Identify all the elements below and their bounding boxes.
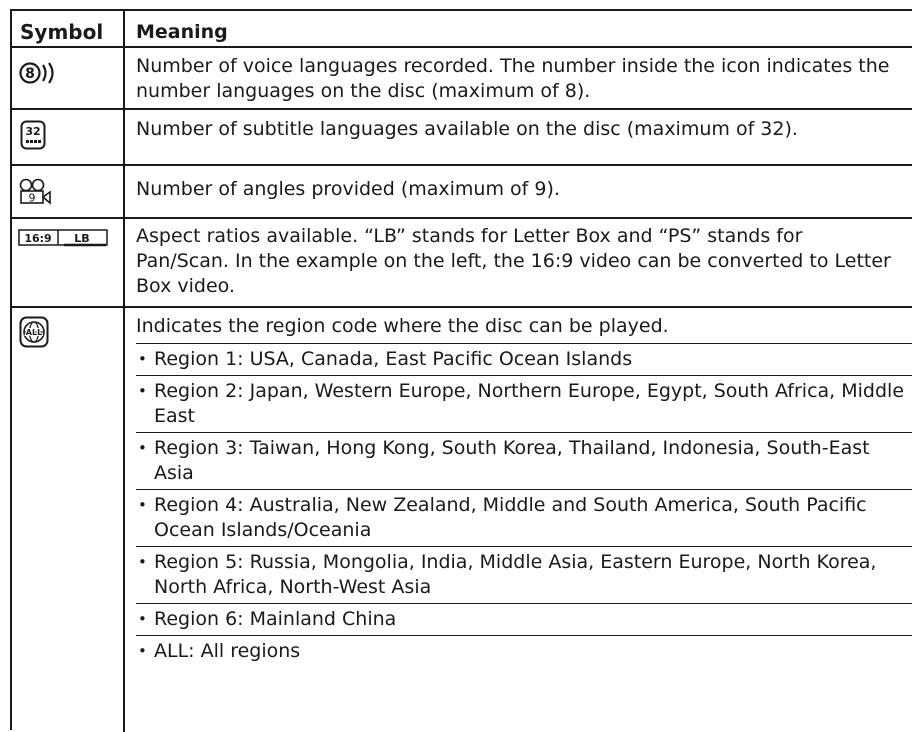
symbol-cell bbox=[12, 110, 125, 164]
camera-angles-icon bbox=[18, 178, 54, 206]
region-globe-icon bbox=[19, 316, 49, 348]
region-list-item: • Region 2: Japan, Western Europe, Northern Europe, Egypt, South Africa, Middle East bbox=[136, 375, 912, 432]
region-list-item: • Region 1: USA, Canada, East Pacific Ocean Islands bbox=[136, 343, 912, 375]
meaning-text: Indicates the region code where the disc can be played. bbox=[136, 315, 669, 337]
aspect-ratio-value: 16:9 bbox=[24, 232, 52, 245]
aspect-ratio-icon bbox=[18, 229, 108, 247]
symbol-cell bbox=[12, 219, 125, 306]
subtitle-languages-icon bbox=[20, 120, 46, 150]
region-list bbox=[136, 343, 912, 667]
table-row bbox=[12, 110, 912, 166]
region-list-item: • ALL: All regions bbox=[136, 635, 912, 667]
camera-angles-number: 9 bbox=[28, 191, 36, 205]
meaning-text: Number of angles provided (maximum of 9). bbox=[136, 178, 560, 200]
table-row bbox=[12, 308, 912, 732]
symbol-cell bbox=[12, 308, 125, 732]
meaning-text: Number of subtitle languages available on the disc (maximum of 32). bbox=[136, 118, 798, 140]
meaning-cell bbox=[136, 224, 900, 299]
meaning-cell bbox=[136, 314, 912, 667]
aspect-ratio-mode: LB bbox=[74, 232, 90, 245]
meaning-text: Aspect ratios available. “LB” stands for Letter Box and “PS” stands for Pan/Scan. In the example on the left, the 16:9 video can be converted to Letter Box video. bbox=[136, 225, 891, 297]
symbol-column-header bbox=[12, 11, 125, 46]
symbol-header-label: Symbol bbox=[20, 20, 104, 44]
table-header-row bbox=[12, 11, 912, 48]
region-list-item: • Region 4: Australia, New Zealand, Middle and South America, South Pacific Ocean Islands/Oceania bbox=[136, 489, 912, 546]
meaning-cell bbox=[136, 54, 902, 104]
audio-languages-icon bbox=[19, 60, 59, 86]
subtitle-languages-number: 32 bbox=[25, 125, 41, 138]
meaning-cell bbox=[136, 177, 912, 202]
region-list-item: • Region 6: Mainland China bbox=[136, 603, 912, 635]
region-list-item: • Region 5: Russia, Mongolia, India, Middle Asia, Eastern Europe, North Korea, North Africa, North-West Asia bbox=[136, 546, 912, 603]
meaning-text: Number of voice languages recorded. The number inside the icon indicates the number languages on the disc (maximum of 8). bbox=[136, 55, 890, 102]
table-row bbox=[12, 166, 912, 219]
audio-languages-number: 8 bbox=[25, 66, 35, 82]
meaning-header-label: Meaning bbox=[136, 21, 228, 43]
symbol-cell bbox=[12, 166, 125, 217]
region-list-item: • Region 3: Taiwan, Hong Kong, South Korea, Thailand, Indonesia, South-East Asia bbox=[136, 432, 912, 489]
table-row bbox=[12, 48, 912, 110]
symbol-cell bbox=[12, 48, 125, 108]
table-row bbox=[12, 219, 912, 308]
symbol-table bbox=[10, 9, 912, 730]
region-globe-label: ALL bbox=[25, 328, 43, 337]
meaning-cell bbox=[136, 117, 908, 142]
